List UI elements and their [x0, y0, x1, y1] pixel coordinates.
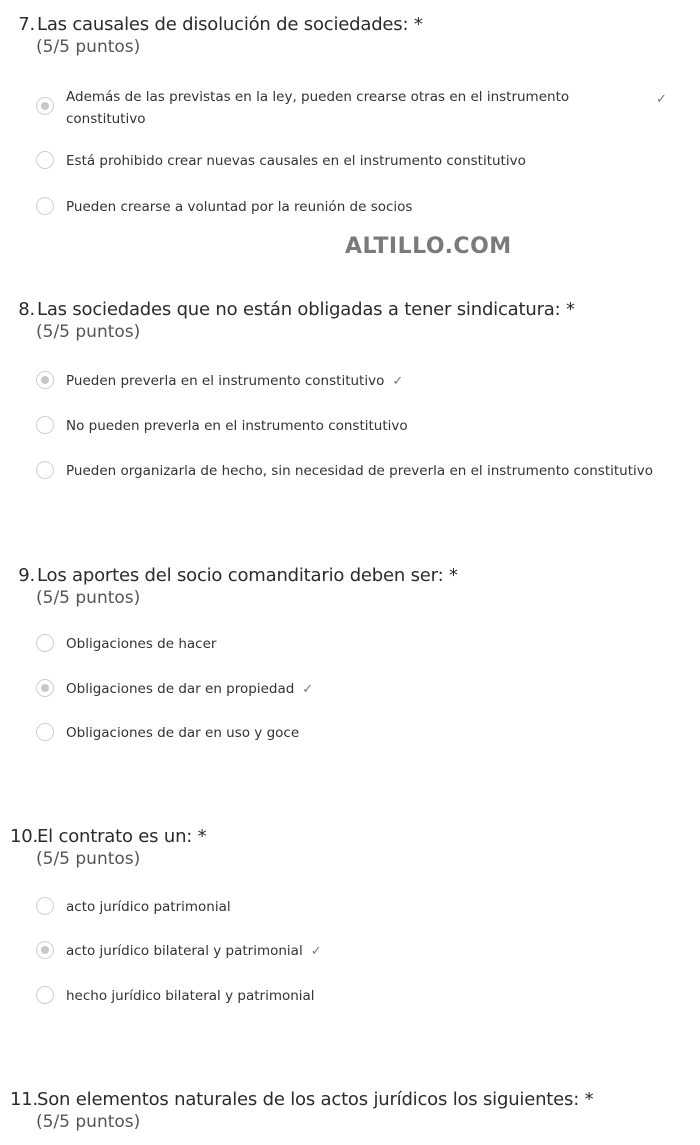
question-title	[10, 826, 690, 847]
question-number: 8.	[18, 299, 35, 320]
radio-button[interactable]	[36, 151, 54, 169]
radio-button[interactable]	[36, 416, 54, 434]
option-label: Obligaciones de hacer	[66, 636, 217, 652]
answer-option[interactable]	[36, 896, 676, 918]
radio-button[interactable]	[36, 461, 54, 479]
radio-button-selected[interactable]	[36, 371, 54, 389]
question-title	[10, 1089, 690, 1110]
answer-option[interactable]	[36, 150, 676, 172]
option-label: No pueden preverla en el instrumento constitutivo	[66, 418, 408, 434]
option-text: Obligaciones de dar en propiedad	[66, 681, 295, 697]
question-points: (5/5 puntos)	[36, 322, 141, 342]
radio-button[interactable]	[36, 897, 54, 915]
answer-option[interactable]	[36, 722, 676, 744]
option-label	[66, 678, 313, 701]
answer-option[interactable]	[36, 370, 676, 392]
checkmark-icon: ✓	[302, 682, 314, 697]
radio-button[interactable]	[36, 197, 54, 215]
question-text: Los aportes del socio comanditario deben ser: *	[37, 565, 458, 586]
question-text: El contrato es un: *	[37, 826, 207, 847]
option-text: Pueden preverla en el instrumento constitutivo	[66, 373, 385, 389]
answer-option[interactable]	[36, 86, 676, 130]
radio-button-selected[interactable]	[36, 97, 54, 115]
answer-option[interactable]	[36, 460, 676, 482]
option-label: Pueden crearse a voluntad por la reunión de socios	[66, 199, 413, 215]
question-points: (5/5 puntos)	[36, 588, 141, 608]
option-label: hecho jurídico bilateral y patrimonial	[66, 988, 315, 1004]
question-number: 11.	[10, 1089, 39, 1110]
question-title	[10, 299, 690, 320]
option-label: acto jurídico patrimonial	[66, 899, 231, 915]
radio-button[interactable]	[36, 723, 54, 741]
question-title	[10, 565, 690, 586]
option-label: Además de las previstas en la ley, pueden crearse otras en el instrumento constitutivo	[66, 89, 570, 127]
question-text: Las causales de disolución de sociedades: *	[37, 14, 423, 35]
radio-button-selected[interactable]	[36, 679, 54, 697]
question-title	[10, 14, 690, 35]
option-label: Obligaciones de dar en uso y goce	[66, 725, 300, 741]
answer-option[interactable]	[36, 678, 676, 700]
question-number: 7.	[18, 14, 35, 35]
option-label: Pueden organizarla de hecho, sin necesidad de preverla en el instrumento constitutivo	[66, 463, 653, 479]
question-points: (5/5 puntos)	[36, 1112, 141, 1132]
answer-option[interactable]	[36, 415, 676, 437]
checkmark-icon: ✓	[656, 92, 667, 107]
option-label	[66, 370, 403, 393]
question-points: (5/5 puntos)	[36, 849, 141, 869]
option-text: acto jurídico bilateral y patrimonial	[66, 943, 303, 959]
question-text: Las sociedades que no están obligadas a tener sindicatura: *	[37, 299, 575, 320]
answer-option[interactable]	[36, 940, 676, 962]
radio-button-selected[interactable]	[36, 941, 54, 959]
radio-button[interactable]	[36, 986, 54, 1004]
question-number: 9.	[18, 565, 35, 586]
checkmark-icon: ✓	[392, 374, 404, 389]
option-label: Está prohibido crear nuevas causales en el instrumento constitutivo	[66, 153, 526, 169]
question-points: (5/5 puntos)	[36, 37, 141, 57]
checkmark-icon: ✓	[310, 944, 322, 959]
question-text: Son elementos naturales de los actos jurídicos los siguientes: *	[37, 1089, 594, 1110]
answer-option[interactable]	[36, 985, 676, 1007]
question-number: 10.	[10, 826, 39, 847]
option-label	[66, 940, 322, 963]
answer-option[interactable]	[36, 196, 676, 218]
watermark-logo: ALTILLO.COM	[345, 234, 512, 259]
radio-button[interactable]	[36, 634, 54, 652]
answer-option[interactable]	[36, 633, 676, 655]
